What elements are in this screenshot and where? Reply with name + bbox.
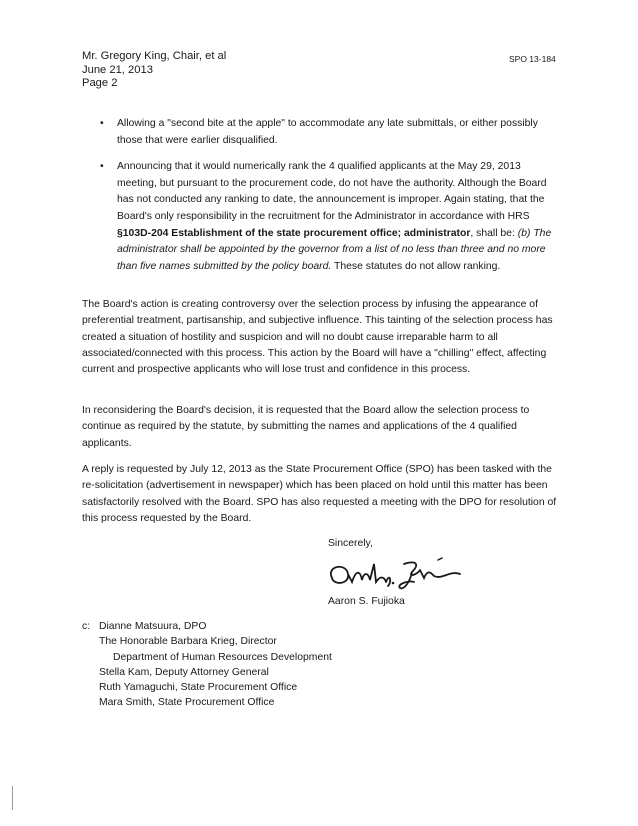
recipient-line: Mr. Gregory King, Chair, et al: [82, 50, 227, 62]
letter-header: [82, 50, 226, 91]
statute-quote: (b) The administrator shall be appointed by the governor from a list of no less than three and no more than five names submitted by the policy board.: [117, 227, 552, 272]
cc-recipient: Department of Human Resources Development: [113, 651, 332, 663]
bullet-text: Allowing a "second bite at the apple" to accommodate any late submittals, or either possibly those that were earlier disqualified.: [117, 118, 538, 146]
bullet-text: Announcing that it would numerically rank the 4 qualified applicants at the May 29, 2013 meeting, but pursuant to the procurement code, do not have the authority. Although the Board has not conducted any ranking to date, the announcement is improper. Again stating, that the Board's only responsibility in the recruitment for the Administrator in accordance with HRS: [117, 161, 547, 222]
bullet-list: [100, 116, 556, 285]
cc-recipient: The Honorable Barbara Krieg, Director: [99, 636, 277, 648]
bullet-item: [100, 116, 556, 149]
cc-recipient: Mara Smith, State Procurement Office: [99, 697, 275, 709]
bullet-item: [100, 159, 556, 275]
scan-artifact-line: [12, 786, 13, 810]
signer-name: Aaron S. Fujioka: [328, 596, 405, 607]
cc-list: [99, 619, 332, 711]
cc-label: c:: [82, 621, 91, 632]
reference-number: SPO 13-184: [509, 54, 556, 64]
body-paragraph: The Board's action is creating controversy over the selection process by infusing the appearance of preferential treatment, partisanship, and subjective influence. This tainting of the selection process has created a situation of hostility and suspicion and will no doubt cause irreparable harm to all associated/connected with this process. This action by the Board will have a "chilling" effect, affecting current and prospective applicants who will lose trust and confidence in this process.: [82, 299, 553, 376]
bullet-text: , shall be:: [470, 227, 518, 239]
bullet-dot-icon: •: [100, 161, 104, 173]
date-line: June 21, 2013: [82, 63, 153, 76]
cc-recipient: Stella Kam, Deputy Attorney General: [99, 666, 269, 678]
closing-salutation: Sincerely,: [328, 538, 373, 549]
cc-recipient: Ruth Yamaguchi, State Procurement Office: [99, 682, 298, 694]
cc-recipient: Dianne Matsuura, DPO: [99, 621, 207, 632]
page-number: Page 2: [82, 77, 118, 89]
statute-citation: §103D-204 Establishment of the state procurement office; administrator: [117, 227, 471, 239]
bullet-dot-icon: •: [100, 118, 104, 129]
body-paragraph: A reply is requested by July 12, 2013 as the State Procurement Office (SPO) has been tasked with the re-solicitation (advertisement in newspaper) which has been placed on hold until this matter has been satisfactorily resolved with the Board. SPO has also requested a meeting with the DPO for resolution of this process requested by the Board.: [82, 464, 557, 524]
signature-image: [320, 552, 470, 596]
bullet-text: These statutes do not allow ranking.: [331, 260, 501, 272]
body-paragraph: In reconsidering the Board's decision, it is requested that the Board allow the selection process to continue as required by the statute, by submitting the names and applications of the 4 qualified applicants.: [82, 405, 530, 449]
